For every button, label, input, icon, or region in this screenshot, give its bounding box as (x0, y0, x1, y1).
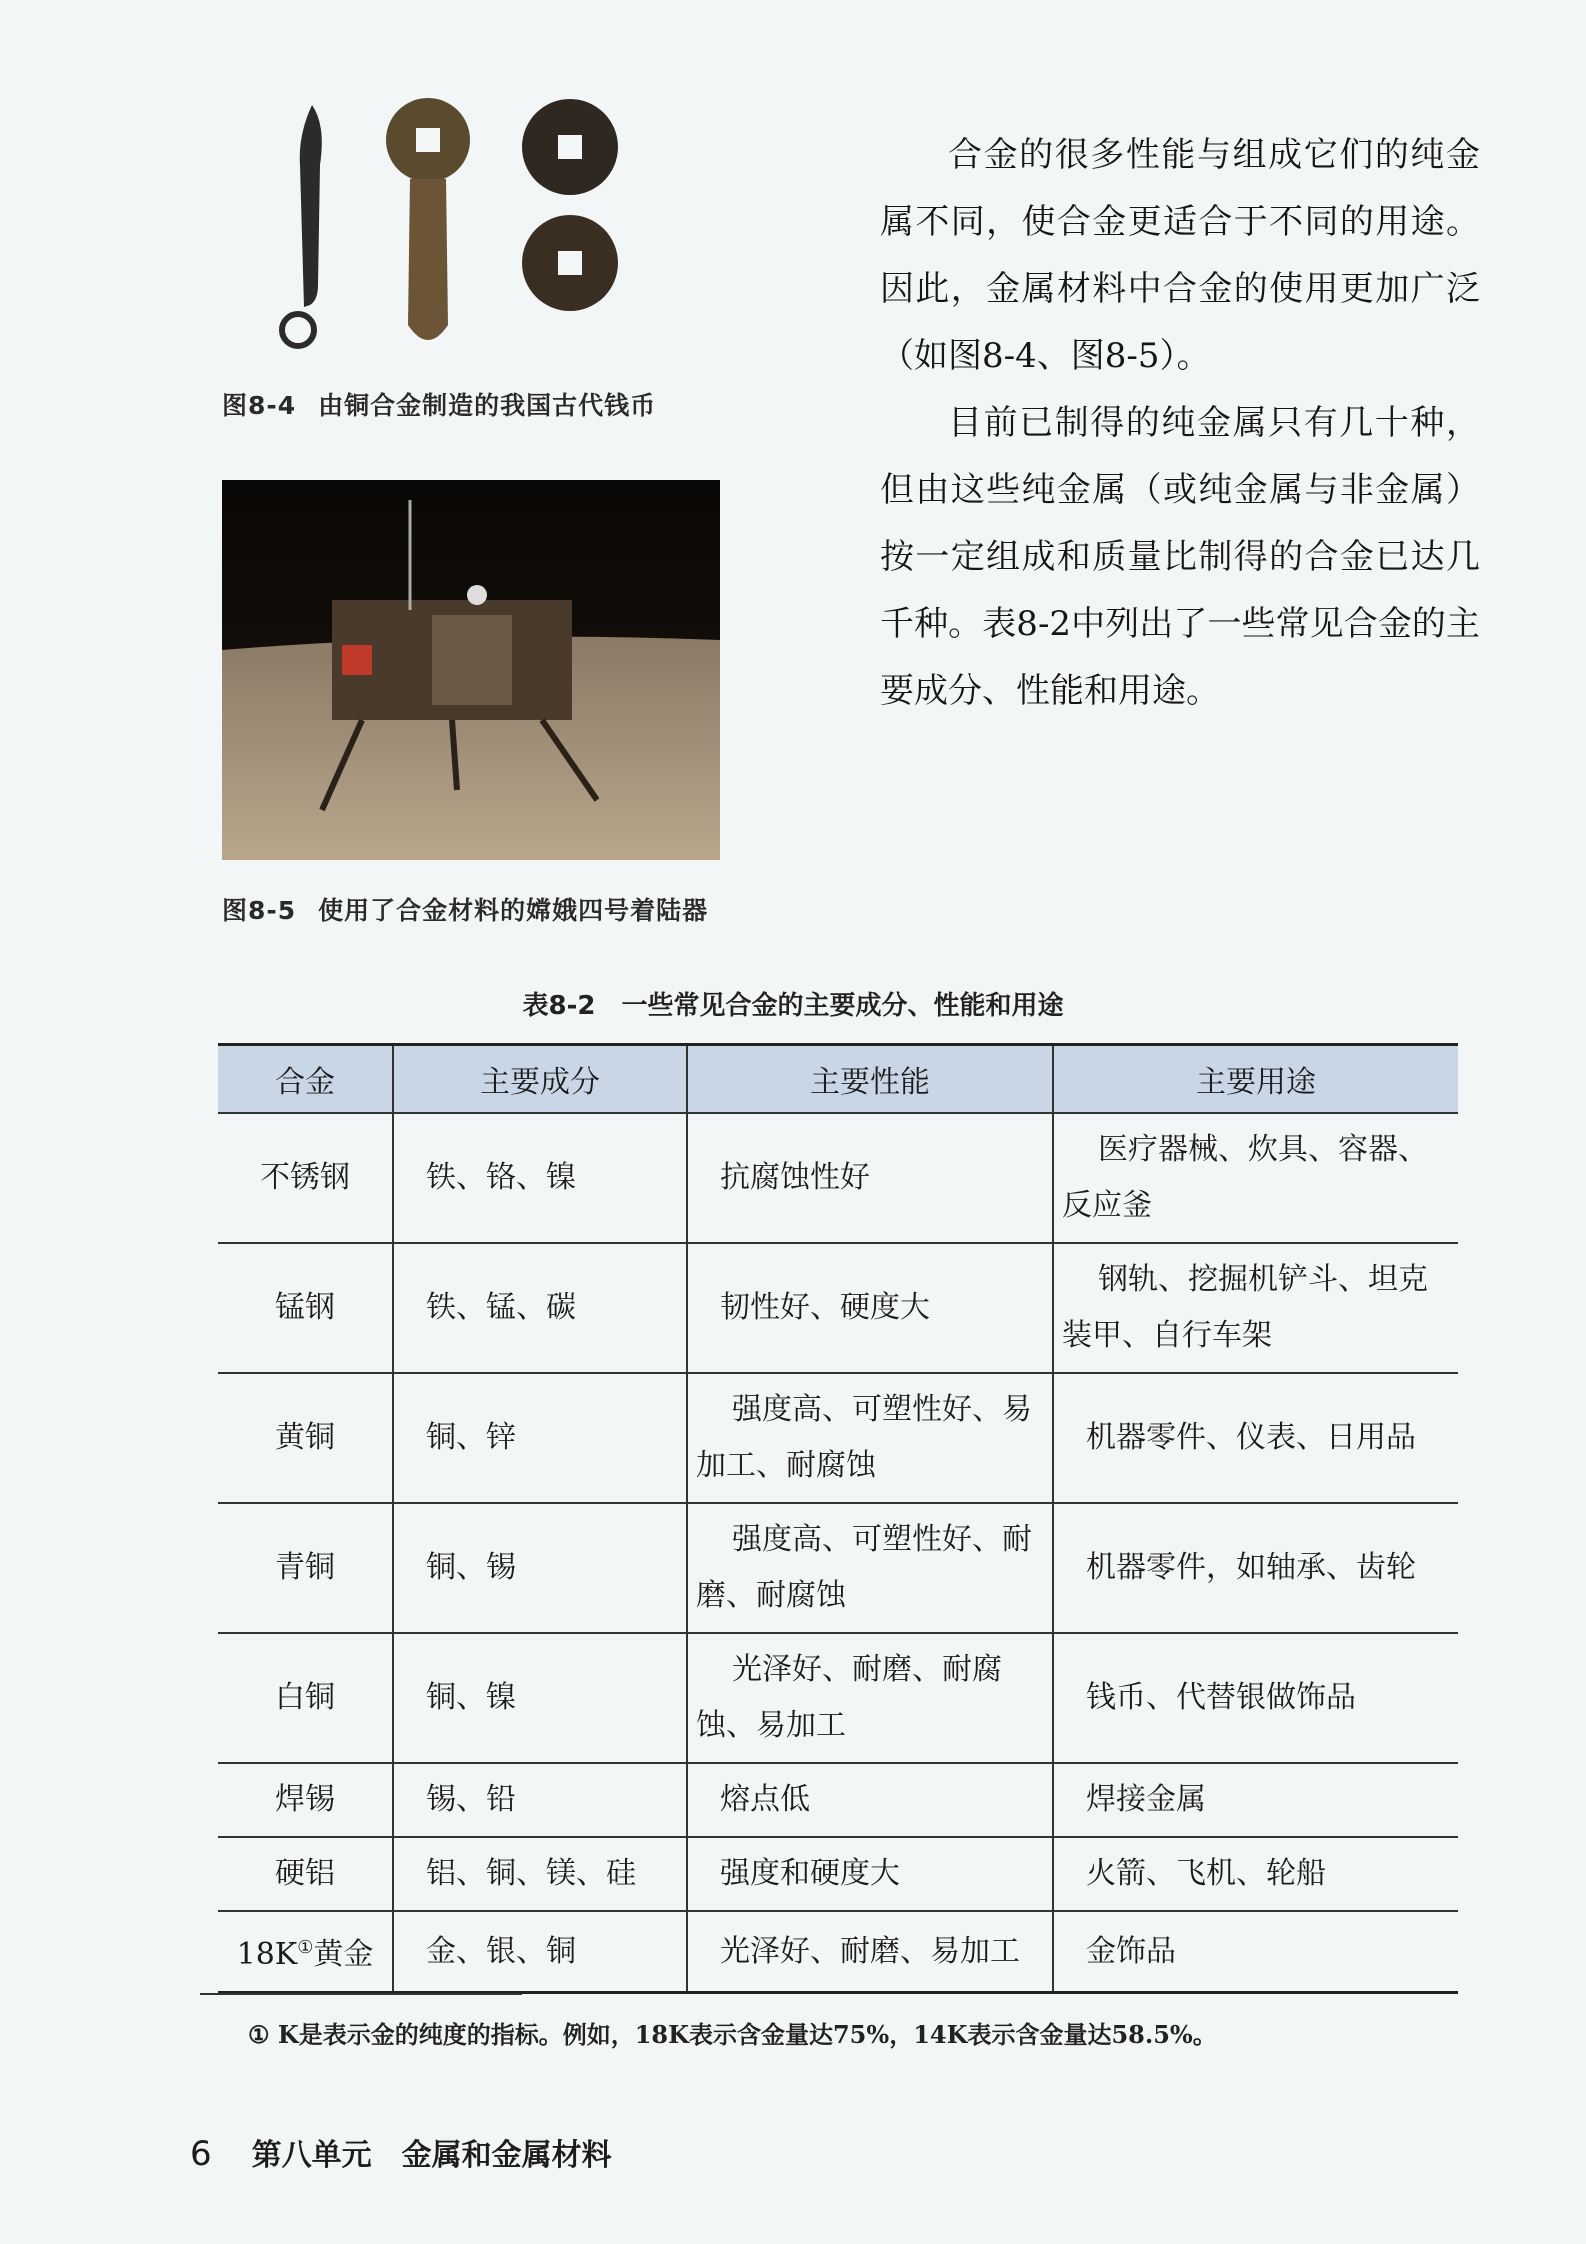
table-row (218, 1763, 1458, 1837)
properties: 强度高、可塑性好、耐磨、耐腐蚀 (687, 1503, 1053, 1633)
column-header: 主要成分 (393, 1045, 687, 1114)
table-row (218, 1837, 1458, 1911)
table-row (218, 1633, 1458, 1763)
figure-8-4-caption (222, 386, 656, 422)
column-header: 主要性能 (687, 1045, 1053, 1114)
table-header-row (218, 1045, 1458, 1114)
figure-8-5-caption (222, 891, 708, 927)
figure-caption-text: 使用了合金材料的嫦娥四号着陆器 (318, 896, 709, 925)
composition: 铜、锡 (393, 1503, 687, 1633)
uses: 钢轨、挖掘机铲斗、坦克装甲、自行车架 (1053, 1243, 1458, 1373)
composition: 铝、铜、镁、硅 (393, 1837, 687, 1911)
alloy-name: 黄铜 (218, 1373, 393, 1503)
figure-number: 图8-4 (222, 391, 297, 420)
composition: 铜、镍 (393, 1633, 687, 1763)
alloy-name: 锰钢 (218, 1243, 393, 1373)
figure-caption-text: 由铜合金制造的我国古代钱币 (318, 391, 657, 420)
alloy-name: 焊锡 (218, 1763, 393, 1837)
alloy-name: 硬铝 (218, 1837, 393, 1911)
composition: 铜、锌 (393, 1373, 687, 1503)
page-footer (190, 2130, 612, 2174)
footnote-rule (200, 1993, 522, 1995)
table-row (218, 1243, 1458, 1373)
properties: 强度和硬度大 (687, 1837, 1053, 1911)
body-text (880, 122, 1480, 725)
table-row (218, 1373, 1458, 1503)
page-number: 6 (190, 2134, 212, 2174)
table-title: 表8-2 一些常见合金的主要成分、性能和用途 (522, 991, 1064, 1021)
ancient-coins-image (270, 95, 630, 365)
paragraph: 目前已制得的纯金属只有几十种，但由这些纯金属（或纯金属与非金属）按一定组成和质量比制得的合金已达几千种。表8-2中列出了一些常见合金的主要成分、性能和用途。 (880, 403, 1480, 711)
uses: 钱币、代替银做饰品 (1053, 1633, 1458, 1763)
table-row (218, 1113, 1458, 1243)
alloy-name: 青铜 (218, 1503, 393, 1633)
column-header: 合金 (218, 1045, 393, 1114)
paragraph: 合金的很多性能与组成它们的纯金属不同，使合金更适合于不同的用途。因此，金属材料中合金的使用更加广泛（如图8-4、图8-5）。 (880, 135, 1480, 376)
uses: 焊接金属 (1053, 1763, 1458, 1837)
properties: 光泽好、耐磨、易加工 (687, 1911, 1053, 1993)
alloy-name: 白铜 (218, 1633, 393, 1763)
properties: 韧性好、硬度大 (687, 1243, 1053, 1373)
table-row (218, 1911, 1458, 1993)
change4-lander-image (222, 480, 720, 860)
uses: 机器零件，如轴承、齿轮 (1053, 1503, 1458, 1633)
column-header: 主要用途 (1053, 1045, 1458, 1114)
alloy-name: 不锈钢 (218, 1113, 393, 1243)
properties: 熔点低 (687, 1763, 1053, 1837)
alloy-name-prefix: 18K (236, 1937, 298, 1972)
uses: 火箭、飞机、轮船 (1053, 1837, 1458, 1911)
uses: 金饰品 (1053, 1911, 1458, 1993)
composition: 铁、铬、镍 (393, 1113, 687, 1243)
unit-title: 第八单元 金属和金属材料 (251, 2138, 612, 2173)
composition: 金、银、铜 (393, 1911, 687, 1993)
uses: 机器零件、仪表、日用品 (1053, 1373, 1458, 1503)
alloy-name (218, 1911, 393, 1993)
properties: 抗腐蚀性好 (687, 1113, 1053, 1243)
composition: 锡、铅 (393, 1763, 687, 1837)
alloy-table (218, 1043, 1458, 1994)
footnote-mark: ① (297, 1937, 314, 1958)
figure-number: 图8-5 (222, 896, 297, 925)
composition: 铁、锰、碳 (393, 1243, 687, 1373)
uses: 医疗器械、炊具、容器、反应釜 (1053, 1113, 1458, 1243)
properties: 光泽好、耐磨、耐腐蚀、易加工 (687, 1633, 1053, 1763)
alloy-name-suffix: 黄金 (313, 1937, 374, 1972)
table-row (218, 1503, 1458, 1633)
footnote: ① K是表示金的纯度的指标。例如，18K表示含金量达75%，14K表示含金量达58.5%。 (248, 2020, 1217, 2049)
properties: 强度高、可塑性好、易加工、耐腐蚀 (687, 1373, 1053, 1503)
